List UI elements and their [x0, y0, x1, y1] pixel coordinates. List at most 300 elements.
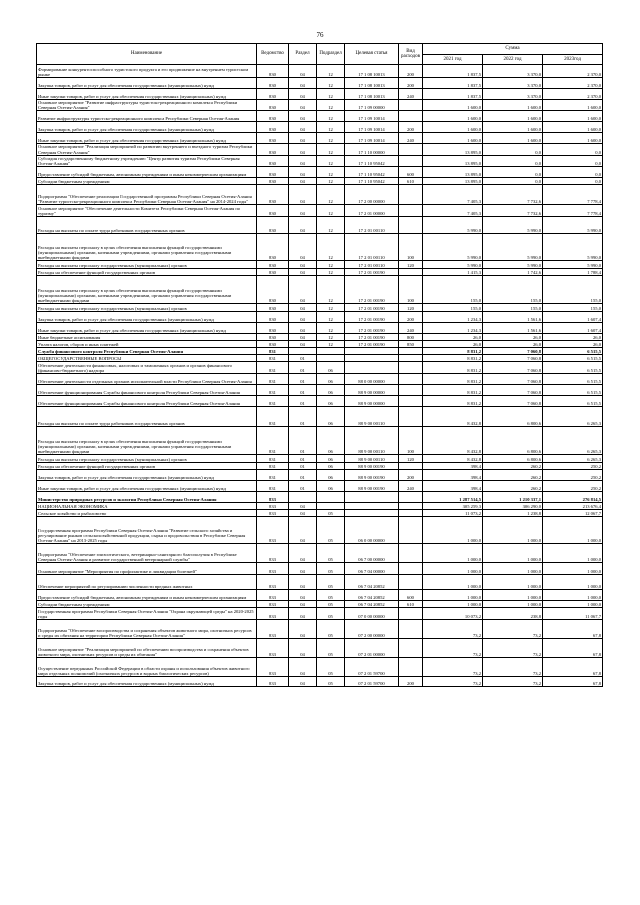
row-name: Подпрограмма "Обеспечение эпизоотического, ветеринарно-санитарного благополучия в Республике Северная Осетия-Алания и развитие государственной ветеринарной службы": [37, 544, 257, 563]
row-name: Предоставление субсидий бюджетным, автономным учреждениям и иным некоммерческим организациям: [37, 590, 257, 601]
row-expense-type: [399, 217, 423, 234]
table-row: [37, 334, 603, 341]
table-row: [37, 78, 603, 89]
row-podrazdel: 12: [317, 217, 345, 234]
row-expense-type: [399, 407, 423, 427]
row-sum-2022: 3 370,0: [483, 89, 543, 100]
row-razdel: 01: [289, 374, 317, 385]
row-name: Осуществление переданных Российской Федерации в области охраны и использования объектов животного мира отдельных полномочий (охотничьих ресурсов и водных биологических ресурсов): [37, 658, 257, 677]
row-vedomstvo: 830: [257, 334, 289, 341]
row-sum-2021: 1 234,3: [423, 323, 483, 334]
row-target-article: 06 7 04 20852: [345, 601, 399, 608]
row-sum-2023: 6 265,3: [543, 407, 603, 427]
row-razdel: 04: [289, 563, 317, 575]
row-sum-2021: 1 000,0: [423, 563, 483, 575]
row-sum-2021: 1 600,0: [423, 100, 483, 111]
row-podrazdel: 12: [317, 111, 345, 122]
row-podrazdel: 12: [317, 167, 345, 178]
row-name: Основное мероприятие "Обеспечение деятельности Комитета Республики Северная Осетия-Алания по туризму": [37, 205, 257, 217]
row-sum-2021: 26,0: [423, 334, 483, 341]
table-row: [37, 470, 603, 481]
row-sum-2021: 10 073,2: [423, 608, 483, 620]
row-sum-2023: 1 600,0: [543, 111, 603, 122]
row-vedomstvo: 830: [257, 65, 289, 78]
row-vedomstvo: 833: [257, 503, 289, 510]
row-sum-2021: 8 432,8: [423, 427, 483, 455]
row-podrazdel: 12: [317, 334, 345, 341]
row-vedomstvo: 833: [257, 575, 289, 590]
table-row: [37, 362, 603, 374]
row-sum-2023: 155,0: [543, 276, 603, 304]
row-target-article: 88 9 00 00110: [345, 455, 399, 463]
table-row: [37, 455, 603, 463]
row-name: Расходы на выплаты по оплате труда работников государственных органов: [37, 217, 257, 234]
table-row: [37, 608, 603, 620]
row-expense-type: [399, 385, 423, 396]
row-razdel: 04: [289, 517, 317, 544]
row-sum-2023: 12 067,7: [543, 510, 603, 517]
row-podrazdel: [317, 503, 345, 510]
row-name: Министерство природных ресурсов и экологии Республики Северная Осетия-Алания: [37, 492, 257, 503]
row-razdel: 01: [289, 396, 317, 407]
row-sum-2023: 6 515,5: [543, 355, 603, 362]
row-expense-type: 240: [399, 89, 423, 100]
row-expense-type: 850: [399, 341, 423, 348]
row-sum-2021: 73,2: [423, 658, 483, 677]
row-podrazdel: 05: [317, 620, 345, 639]
row-razdel: 04: [289, 334, 317, 341]
row-razdel: 01: [289, 427, 317, 455]
row-vedomstvo: 833: [257, 563, 289, 575]
row-sum-2022: 1 000,0: [483, 563, 543, 575]
header-target-article: Целевая статья: [345, 44, 399, 65]
row-sum-2022: 5 990,0: [483, 217, 543, 234]
row-sum-2022: 0,0: [483, 167, 543, 178]
row-expense-type: [399, 355, 423, 362]
row-target-article: 17 2 01 00110: [345, 261, 399, 269]
row-target-article: 17 2 01 00190: [345, 341, 399, 348]
row-name: НАЦИОНАЛЬНАЯ ЭКОНОМИКА: [37, 503, 257, 510]
row-podrazdel: 06: [317, 385, 345, 396]
row-target-article: 07 2 01 59700: [345, 658, 399, 677]
row-razdel: 04: [289, 601, 317, 608]
row-target-article: 07 0 00 00000: [345, 608, 399, 620]
row-razdel: 04: [289, 217, 317, 234]
row-name: Обеспечение мероприятий по регулированию численности вредных животных: [37, 575, 257, 590]
row-sum-2023: 6 515,5: [543, 385, 603, 396]
row-name: Обеспечение деятельности отдельных органов исполнительной власти Республики Северная Осетия-Алания: [37, 374, 257, 385]
row-podrazdel: 06: [317, 374, 345, 385]
row-vedomstvo: 830: [257, 323, 289, 334]
row-name: Основное мероприятие "Мероприятия по профилактике и ликвидации болезней": [37, 563, 257, 575]
row-podrazdel: 05: [317, 563, 345, 575]
row-target-article: [345, 510, 399, 517]
row-sum-2022: 306 290,0: [483, 503, 543, 510]
row-vedomstvo: 830: [257, 111, 289, 122]
row-vedomstvo: 830: [257, 89, 289, 100]
row-sum-2023: 26,0: [543, 341, 603, 348]
row-sum-2023: 1 000,0: [543, 517, 603, 544]
row-name: Расходы на выплаты по оплате труда работников государственных органов: [37, 407, 257, 427]
row-expense-type: [399, 658, 423, 677]
row-sum-2023: 2 370,0: [543, 65, 603, 78]
row-target-article: 88 9 00 00000: [345, 385, 399, 396]
row-sum-2021: 7 405,3: [423, 205, 483, 217]
row-target-article: [345, 362, 399, 374]
row-sum-2021: 13 895,0: [423, 178, 483, 185]
row-sum-2023: 6 515,5: [543, 348, 603, 355]
row-expense-type: 800: [399, 334, 423, 341]
row-sum-2022: 238,8: [483, 608, 543, 620]
row-sum-2022: 5 990,0: [483, 261, 543, 269]
row-sum-2022: 155,0: [483, 276, 543, 304]
row-vedomstvo: 830: [257, 122, 289, 133]
row-podrazdel: 12: [317, 234, 345, 261]
row-podrazdel: 05: [317, 575, 345, 590]
row-sum-2021: 8 831,2: [423, 362, 483, 374]
row-vedomstvo: 831: [257, 455, 289, 463]
table-row: [37, 620, 603, 639]
row-sum-2021: 8 831,2: [423, 396, 483, 407]
row-vedomstvo: 833: [257, 601, 289, 608]
row-sum-2021: 8 831,2: [423, 385, 483, 396]
row-razdel: 04: [289, 269, 317, 276]
row-expense-type: 100: [399, 234, 423, 261]
table-row: [37, 269, 603, 276]
row-vedomstvo: 830: [257, 205, 289, 217]
row-sum-2023: 26,0: [543, 334, 603, 341]
row-sum-2023: 67,8: [543, 620, 603, 639]
row-sum-2022: 5 990,0: [483, 234, 543, 261]
row-sum-2022: 1 742,6: [483, 269, 543, 276]
row-target-article: 17 1 09 00000: [345, 100, 399, 111]
header-sum: Сумма: [423, 44, 603, 55]
row-sum-2021: 8 831,2: [423, 374, 483, 385]
row-target-article: 17 2 01 00190: [345, 304, 399, 312]
row-sum-2021: 1 600,0: [423, 133, 483, 144]
row-vedomstvo: 831: [257, 407, 289, 427]
row-name: Расходы на обеспечение функций государственных органов: [37, 269, 257, 276]
row-target-article: 17 2 01 00110: [345, 217, 399, 234]
row-sum-2021: 8 432,8: [423, 455, 483, 463]
row-expense-type: [399, 144, 423, 155]
row-expense-type: 200: [399, 122, 423, 133]
table-header: [37, 44, 603, 65]
row-expense-type: 600: [399, 590, 423, 601]
row-name: Расходы на выплаты персоналу государственных (муниципальных) органов: [37, 304, 257, 312]
row-sum-2021: 398,4: [423, 470, 483, 481]
table-row: [37, 590, 603, 601]
row-sum-2023: 1 000,0: [543, 544, 603, 563]
row-sum-2023: 2 370,0: [543, 89, 603, 100]
row-razdel: 01: [289, 463, 317, 470]
row-name: Обеспечение функционирования Службы финансового контроля Республики Северная Осетия-Алания: [37, 385, 257, 396]
table-row: [37, 374, 603, 385]
row-sum-2022: 6 800,6: [483, 407, 543, 427]
row-target-article: 88 0 00 00000: [345, 374, 399, 385]
row-vedomstvo: 831: [257, 374, 289, 385]
row-vedomstvo: 830: [257, 144, 289, 155]
table-row: [37, 396, 603, 407]
row-expense-type: [399, 111, 423, 122]
row-target-article: 07 2 01 59700: [345, 677, 399, 687]
table-body: [37, 65, 603, 687]
row-name: Обеспечение функционирования Службы финансового контроля Республики Северная Осетия-Алания: [37, 396, 257, 407]
row-sum-2021: 8 831,2: [423, 355, 483, 362]
table-row: [37, 111, 603, 122]
table-row: [37, 407, 603, 427]
row-razdel: 01: [289, 362, 317, 374]
row-podrazdel: 12: [317, 155, 345, 166]
row-podrazdel: 05: [317, 608, 345, 620]
row-sum-2023: 0,0: [543, 155, 603, 166]
row-target-article: 88 9 00 00110: [345, 427, 399, 455]
row-expense-type: [399, 492, 423, 503]
row-target-article: 17 2 01 00190: [345, 312, 399, 323]
row-target-article: [345, 355, 399, 362]
row-vedomstvo: 831: [257, 385, 289, 396]
row-razdel: 01: [289, 385, 317, 396]
row-podrazdel: 05: [317, 517, 345, 544]
row-sum-2022: 7 060,8: [483, 348, 543, 355]
row-podrazdel: 05: [317, 639, 345, 658]
row-vedomstvo: 831: [257, 362, 289, 374]
table-row: [37, 167, 603, 178]
row-sum-2023: 1 607,4: [543, 312, 603, 323]
row-sum-2022: 7 060,8: [483, 374, 543, 385]
row-sum-2022: 73,2: [483, 658, 543, 677]
row-sum-2022: 0,0: [483, 144, 543, 155]
row-name: Сельское хозяйство и рыболовство: [37, 510, 257, 517]
row-podrazdel: 12: [317, 304, 345, 312]
table-row: [37, 463, 603, 470]
row-vedomstvo: 831: [257, 396, 289, 407]
row-sum-2023: 1 000,0: [543, 601, 603, 608]
table-row: [37, 133, 603, 144]
row-expense-type: [399, 563, 423, 575]
row-sum-2023: 1 600,0: [543, 133, 603, 144]
row-sum-2021: 1 000,0: [423, 544, 483, 563]
row-razdel: 04: [289, 510, 317, 517]
row-sum-2023: 7 778,4: [543, 185, 603, 205]
row-vedomstvo: 830: [257, 78, 289, 89]
table-row: [37, 677, 603, 687]
row-expense-type: [399, 100, 423, 111]
row-podrazdel: 06: [317, 463, 345, 470]
row-podrazdel: 12: [317, 269, 345, 276]
table-row: [37, 517, 603, 544]
row-sum-2022: 1 000,0: [483, 601, 543, 608]
row-razdel: 04: [289, 639, 317, 658]
row-expense-type: [399, 639, 423, 658]
row-podrazdel: 06: [317, 362, 345, 374]
row-sum-2022: 7 732,6: [483, 185, 543, 205]
row-expense-type: [399, 185, 423, 205]
row-razdel: 04: [289, 155, 317, 166]
table-row: [37, 355, 603, 362]
row-vedomstvo: 833: [257, 677, 289, 687]
header-vedomstvo: Ведомство: [257, 44, 289, 65]
row-name: Расходы на выплаты персоналу в целях обеспечения выполнения функций государственными (муниципальными) органами, казенными учреждениями, органами управления государственными внебюджетными фондами: [37, 276, 257, 304]
row-sum-2023: 67,8: [543, 639, 603, 658]
row-sum-2022: 1 000,0: [483, 590, 543, 601]
table-row: [37, 563, 603, 575]
row-razdel: 01: [289, 407, 317, 427]
row-target-article: [345, 503, 399, 510]
row-target-article: 88 9 00 00190: [345, 481, 399, 492]
row-name: Обеспечение деятельности финансовых, налоговых и таможенных органов и органов финансового (финансово-бюджетного) надзора: [37, 362, 257, 374]
row-expense-type: [399, 463, 423, 470]
row-sum-2022: 1 000,0: [483, 575, 543, 590]
row-sum-2022: 0,0: [483, 155, 543, 166]
table-row: [37, 144, 603, 155]
row-name: Расходы на выплаты персоналу государственных (муниципальных) органов: [37, 455, 257, 463]
row-razdel: [289, 492, 317, 503]
row-vedomstvo: 830: [257, 155, 289, 166]
row-sum-2022: 1 210 337,1: [483, 492, 543, 503]
row-sum-2022: 1 238,8: [483, 510, 543, 517]
row-sum-2021: 73,2: [423, 677, 483, 687]
row-expense-type: [399, 269, 423, 276]
row-name: Закупка товаров, работ и услуг для обеспечения государственных (муниципальных) нужд: [37, 470, 257, 481]
row-razdel: 04: [289, 261, 317, 269]
row-razdel: 04: [289, 608, 317, 620]
table-row: [37, 304, 603, 312]
row-sum-2023: 276 814,5: [543, 492, 603, 503]
row-vedomstvo: 830: [257, 276, 289, 304]
row-sum-2023: 1 000,0: [543, 590, 603, 601]
row-razdel: 01: [289, 470, 317, 481]
row-sum-2022: 1 561,6: [483, 323, 543, 334]
row-vedomstvo: 830: [257, 185, 289, 205]
row-name: Расходы на обеспечение функций государственных органов: [37, 463, 257, 470]
table-row: [37, 276, 603, 304]
row-expense-type: [399, 517, 423, 544]
row-sum-2023: 2 370,0: [543, 78, 603, 89]
row-vedomstvo: 833: [257, 517, 289, 544]
table-row: [37, 385, 603, 396]
row-sum-2021: 1 600,0: [423, 111, 483, 122]
row-target-article: 17 1 08 10013: [345, 78, 399, 89]
row-sum-2022: 73,2: [483, 639, 543, 658]
row-sum-2021: 13 895,0: [423, 144, 483, 155]
table-row: [37, 234, 603, 261]
row-name: Основное мероприятие "Реализация мероприятий по развитию внутреннего и въездного туризма Республики Северная Осетия-Алания": [37, 144, 257, 155]
row-razdel: 01: [289, 355, 317, 362]
row-name: Закупка товаров, работ и услуг для обеспечения государственных (муниципальных) нужд: [37, 78, 257, 89]
row-podrazdel: 12: [317, 100, 345, 111]
row-vedomstvo: 831: [257, 348, 289, 355]
row-expense-type: 240: [399, 323, 423, 334]
row-podrazdel: 06: [317, 396, 345, 407]
row-sum-2022: 26,0: [483, 341, 543, 348]
row-vedomstvo: 833: [257, 510, 289, 517]
table-row: [37, 639, 603, 658]
row-sum-2023: 11 067,7: [543, 608, 603, 620]
row-sum-2022: 3 370,0: [483, 65, 543, 78]
row-sum-2022: 0,0: [483, 178, 543, 185]
row-sum-2021: 1 415,3: [423, 269, 483, 276]
row-sum-2022: 7 060,8: [483, 385, 543, 396]
row-target-article: 17 1 10 95042: [345, 155, 399, 166]
row-expense-type: [399, 396, 423, 407]
row-target-article: 17 1 09 10014: [345, 111, 399, 122]
row-podrazdel: 12: [317, 122, 345, 133]
header-year-2023: 2023год: [543, 55, 603, 65]
table-row: [37, 122, 603, 133]
row-expense-type: [399, 608, 423, 620]
row-sum-2023: 1 600,0: [543, 100, 603, 111]
row-razdel: 01: [289, 481, 317, 492]
row-podrazdel: 06: [317, 407, 345, 427]
row-vedomstvo: 833: [257, 608, 289, 620]
row-razdel: 04: [289, 234, 317, 261]
row-razdel: 04: [289, 144, 317, 155]
table-row: [37, 100, 603, 111]
row-target-article: 17 2 01 00000: [345, 205, 399, 217]
row-sum-2023: 5 990,0: [543, 234, 603, 261]
row-sum-2021: 1 837,5: [423, 89, 483, 100]
row-name: Государственная программа Республики Северная Осетия-Алания "Развитие сельского хозяйства и регулирование рынков сельскохозяйственной продукции, сырья и продовольствия в Республике Северная Осетия-Алания" на 2013-2025 годы: [37, 517, 257, 544]
row-expense-type: [399, 510, 423, 517]
table-row: [37, 261, 603, 269]
row-name: Расходы на выплаты персоналу в целях обеспечения выполнения функций государственными (муниципальными) органами, казенными учреждениями, органами управления государственными внебюджетными фондами: [37, 234, 257, 261]
row-sum-2022: 7 060,8: [483, 396, 543, 407]
row-sum-2022: 6 800,6: [483, 427, 543, 455]
row-razdel: 04: [289, 304, 317, 312]
row-podrazdel: 06: [317, 481, 345, 492]
row-sum-2021: 13 895,0: [423, 155, 483, 166]
row-sum-2021: 155,0: [423, 276, 483, 304]
row-podrazdel: 06: [317, 470, 345, 481]
row-sum-2023: 155,0: [543, 304, 603, 312]
table-row: [37, 492, 603, 503]
row-podrazdel: 12: [317, 144, 345, 155]
row-sum-2021: 398,4: [423, 481, 483, 492]
row-expense-type: 200: [399, 78, 423, 89]
row-expense-type: [399, 503, 423, 510]
row-sum-2023: 0,0: [543, 144, 603, 155]
row-sum-2021: 5 990,0: [423, 234, 483, 261]
row-sum-2022: 1 600,0: [483, 133, 543, 144]
row-target-article: 17 1 10 95042: [345, 167, 399, 178]
row-sum-2022: 26,0: [483, 334, 543, 341]
row-expense-type: 200: [399, 470, 423, 481]
row-sum-2021: 1 000,0: [423, 575, 483, 590]
row-sum-2021: 1 287 514,5: [423, 492, 483, 503]
row-name: Закупка товаров, работ и услуг для обеспечения государственных (муниципальных) нужд: [37, 312, 257, 323]
header-razdel: Раздел: [289, 44, 317, 65]
row-sum-2023: 1 000,0: [543, 575, 603, 590]
row-razdel: 04: [289, 78, 317, 89]
row-name: Иные бюджетные ассигнования: [37, 334, 257, 341]
row-razdel: 04: [289, 178, 317, 185]
row-razdel: 04: [289, 122, 317, 133]
table-row: [37, 348, 603, 355]
row-target-article: 17 1 10 00000: [345, 144, 399, 155]
row-sum-2021: 26,0: [423, 341, 483, 348]
row-vedomstvo: 830: [257, 234, 289, 261]
table-row: [37, 658, 603, 677]
row-vedomstvo: 831: [257, 463, 289, 470]
row-sum-2021: 1 234,3: [423, 312, 483, 323]
row-podrazdel: 12: [317, 276, 345, 304]
row-sum-2022: 3 370,0: [483, 78, 543, 89]
row-name: Служба финансового контроля Республики Северная Осетия-Алания: [37, 348, 257, 355]
row-expense-type: 200: [399, 677, 423, 687]
row-razdel: 04: [289, 658, 317, 677]
row-vedomstvo: 830: [257, 312, 289, 323]
